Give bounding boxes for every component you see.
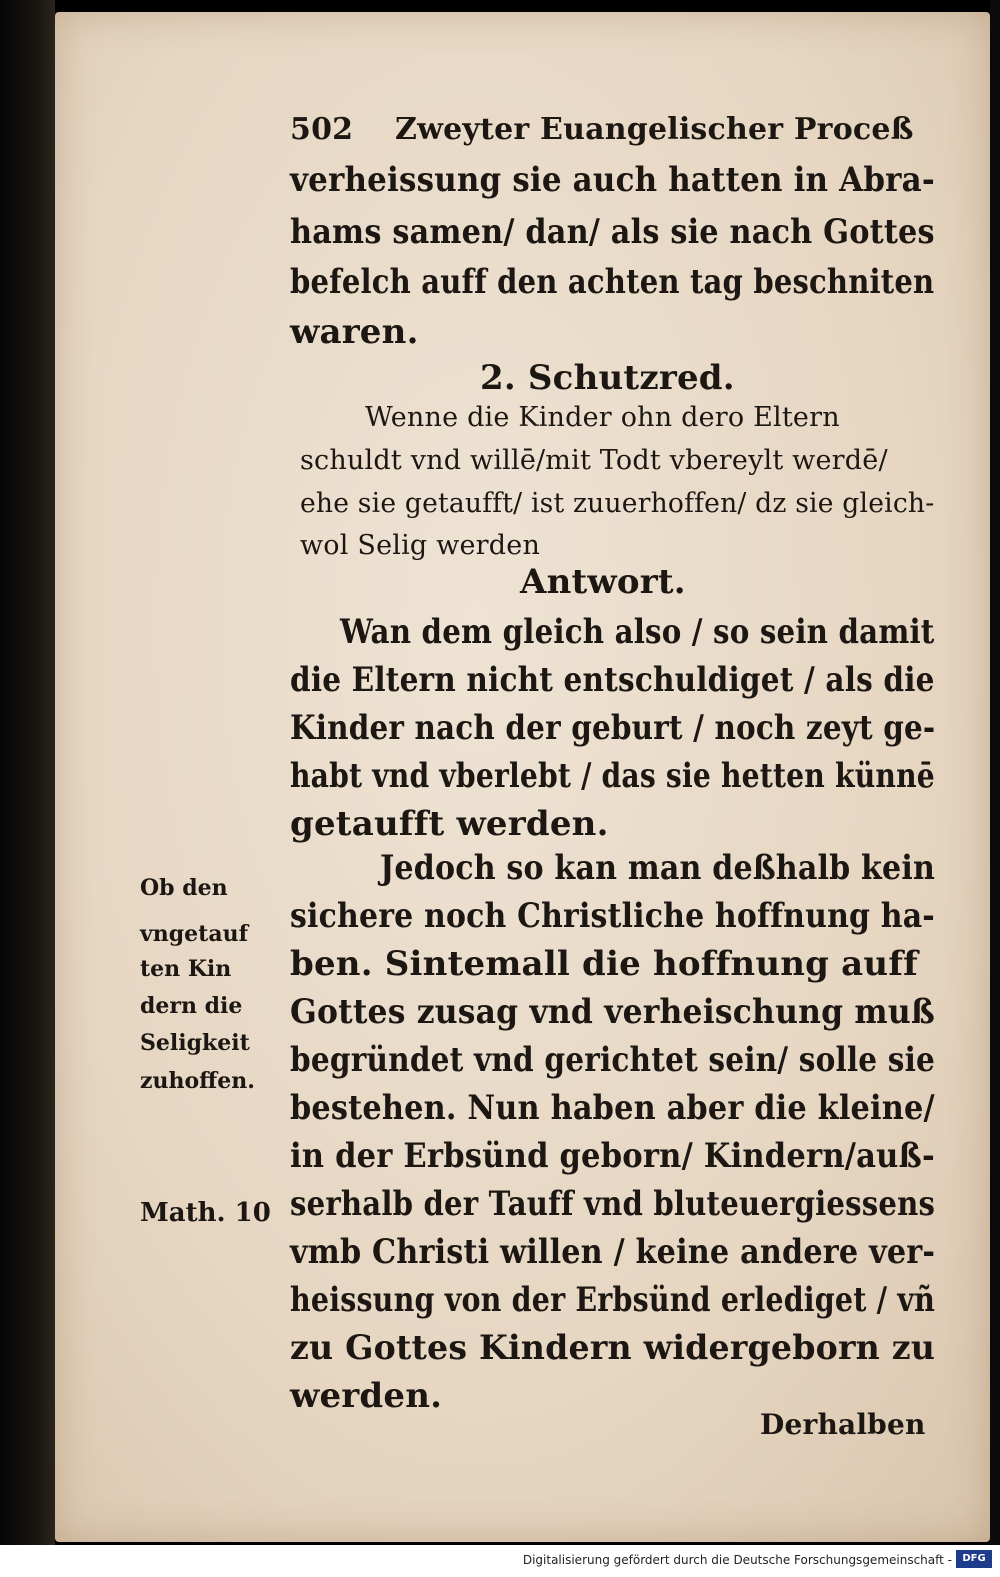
margin-note-line: vngetauf [140, 921, 249, 947]
text-line: ben. Sintemall die hoffnung auff [290, 944, 918, 984]
text-line: serhalb der Tauff vnd bluteuergiessens [290, 1184, 936, 1224]
catchword: Derhalben [760, 1408, 926, 1441]
text-line: vmb Christi willen / keine andere ver- [290, 1232, 936, 1272]
text-line: habt vnd vberlebt / das sie hetten künnē [290, 756, 935, 796]
book-spine [0, 0, 55, 1545]
margin-note-line: Seligkeit [140, 1030, 250, 1056]
text-line: hams samen/ dan/ als sie nach Gottes [290, 212, 935, 252]
text-line: Wan dem gleich also / so sein damit [340, 612, 935, 652]
margin-note-line: zuhoffen. [140, 1068, 255, 1094]
text-line: befelch auff den achten tag beschniten [290, 262, 935, 302]
text-line: Jedoch so kan man deßhalb kein [380, 848, 936, 888]
text-line: verheissung sie auch hatten in Abra- [290, 160, 935, 200]
question-line: schuldt vnd willē/mit Todt vbereylt werdē/ [300, 445, 888, 476]
scan-edge [990, 0, 1000, 1545]
margin-reference: Math. 10 [140, 1198, 271, 1228]
text-line: bestehen. Nun haben aber die kleine/ [290, 1088, 935, 1128]
text-line: getaufft werden. [290, 804, 609, 844]
text-line: sichere noch Christliche hoffnung ha- [290, 896, 935, 936]
text-line: zu Gottes Kindern widergeborn zu [290, 1328, 936, 1368]
dfg-logo: DFG [956, 1550, 992, 1568]
page-number: 502 [290, 112, 354, 147]
margin-note-line: ten Kin [140, 956, 232, 982]
text-line: in der Erbsünd geborn/ Kindern/auß- [290, 1136, 935, 1176]
margin-note-line: Ob den [140, 875, 228, 901]
text-line: heissung von der Erbsünd erlediget / vñ [290, 1280, 936, 1320]
text-line: werden. [290, 1376, 443, 1416]
text-line: begründet vnd gerichtet sein/ solle sie [290, 1040, 935, 1080]
footer-credit: Digitalisierung gefördert durch die Deutsche Forschungsgemeinschaft - [522, 1553, 952, 1567]
text-line: waren. [290, 312, 419, 352]
text-line: Gottes zusag vnd verheischung muß [290, 992, 935, 1032]
text-line: Kinder nach der geburt / noch zeyt ge- [290, 708, 936, 748]
running-title: Zweyter Euangelischer Proceß [395, 112, 914, 147]
text-line: die Eltern nicht entschuldiget / als die [290, 660, 935, 700]
answer-heading: Antwort. [520, 562, 686, 602]
question-line: wol Selig werden [300, 530, 541, 561]
margin-note-line: dern die [140, 993, 243, 1019]
question-line: Wenne die Kinder ohn dero Eltern [365, 402, 840, 433]
section-heading: 2. Schutzred. [480, 358, 735, 398]
question-line: ehe sie getaufft/ ist zuuerhoffen/ dz sie gleich- [300, 488, 935, 519]
